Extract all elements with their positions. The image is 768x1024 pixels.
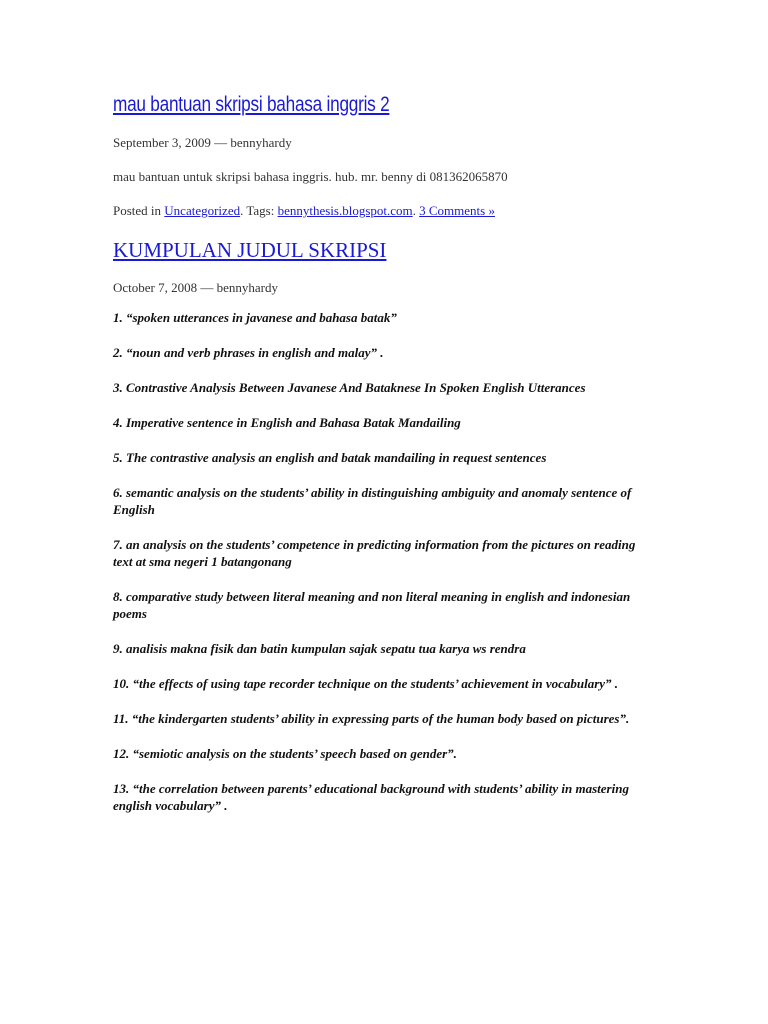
post-title-link[interactable]: mau bantuan skripsi bahasa inggris 2 xyxy=(113,93,390,116)
posted-in-label: Posted in xyxy=(113,203,165,218)
post-title-link[interactable]: KUMPULAN JUDUL SKRIPSI xyxy=(113,238,387,262)
category-link[interactable]: Uncategorized xyxy=(164,203,241,218)
list-item: 10. “the effects of using tape recorder technique on the students’ achievement in vocabulary” . xyxy=(113,676,619,691)
list-item: 13. “the correlation between parents’ educational background with students’ ability in mastering english vocabulary” . xyxy=(113,781,629,813)
list-item: 5. The contrastive analysis an english and batak mandailing in request sentences xyxy=(113,450,547,465)
blog-page xyxy=(113,92,653,832)
tag-link[interactable]: bennythesis.blogspot.com xyxy=(277,203,413,218)
tags-label: . Tags: xyxy=(240,203,278,218)
list-item: 3. Contrastive Analysis Between Javanese And Bataknese In Spoken English Utterances xyxy=(113,380,586,395)
list-item: 2. “noun and verb phrases in english and malay” . xyxy=(113,345,384,360)
post-mau-bantuan xyxy=(113,92,653,219)
thesis-title-list xyxy=(113,309,653,814)
post-footer xyxy=(113,203,653,219)
list-item: 4. Imperative sentence in English and Bahasa Batak Mandailing xyxy=(113,415,461,430)
list-item: 1. “spoken utterances in javanese and bahasa batak” xyxy=(113,310,397,325)
comments-separator: . xyxy=(412,203,420,218)
post-body: mau bantuan untuk skripsi bahasa inggris. hub. mr. benny di 081362065870 xyxy=(113,169,508,184)
post-kumpulan-judul xyxy=(113,237,653,814)
post-meta: October 7, 2008 — bennyhardy xyxy=(113,280,278,295)
comments-link[interactable]: 3 Comments » xyxy=(419,203,495,218)
list-item: 6. semantic analysis on the students’ ability in distinguishing ambiguity and anomaly sentence of English xyxy=(113,485,632,517)
list-item: 11. “the kindergarten students’ ability in expressing parts of the human body based on pictures”. xyxy=(113,711,630,726)
list-item: 7. an analysis on the students’ competence in predicting information from the pictures on reading text at sma negeri 1 batangonang xyxy=(113,537,636,569)
list-item: 8. comparative study between literal meaning and non literal meaning in english and indonesian poems xyxy=(113,589,631,621)
list-item: 9. analisis makna fisik dan batin kumpulan sajak sepatu tua karya ws rendra xyxy=(113,641,526,656)
post-meta: September 3, 2009 — bennyhardy xyxy=(113,135,292,150)
list-item: 12. “semiotic analysis on the students’ speech based on gender”. xyxy=(113,746,457,761)
